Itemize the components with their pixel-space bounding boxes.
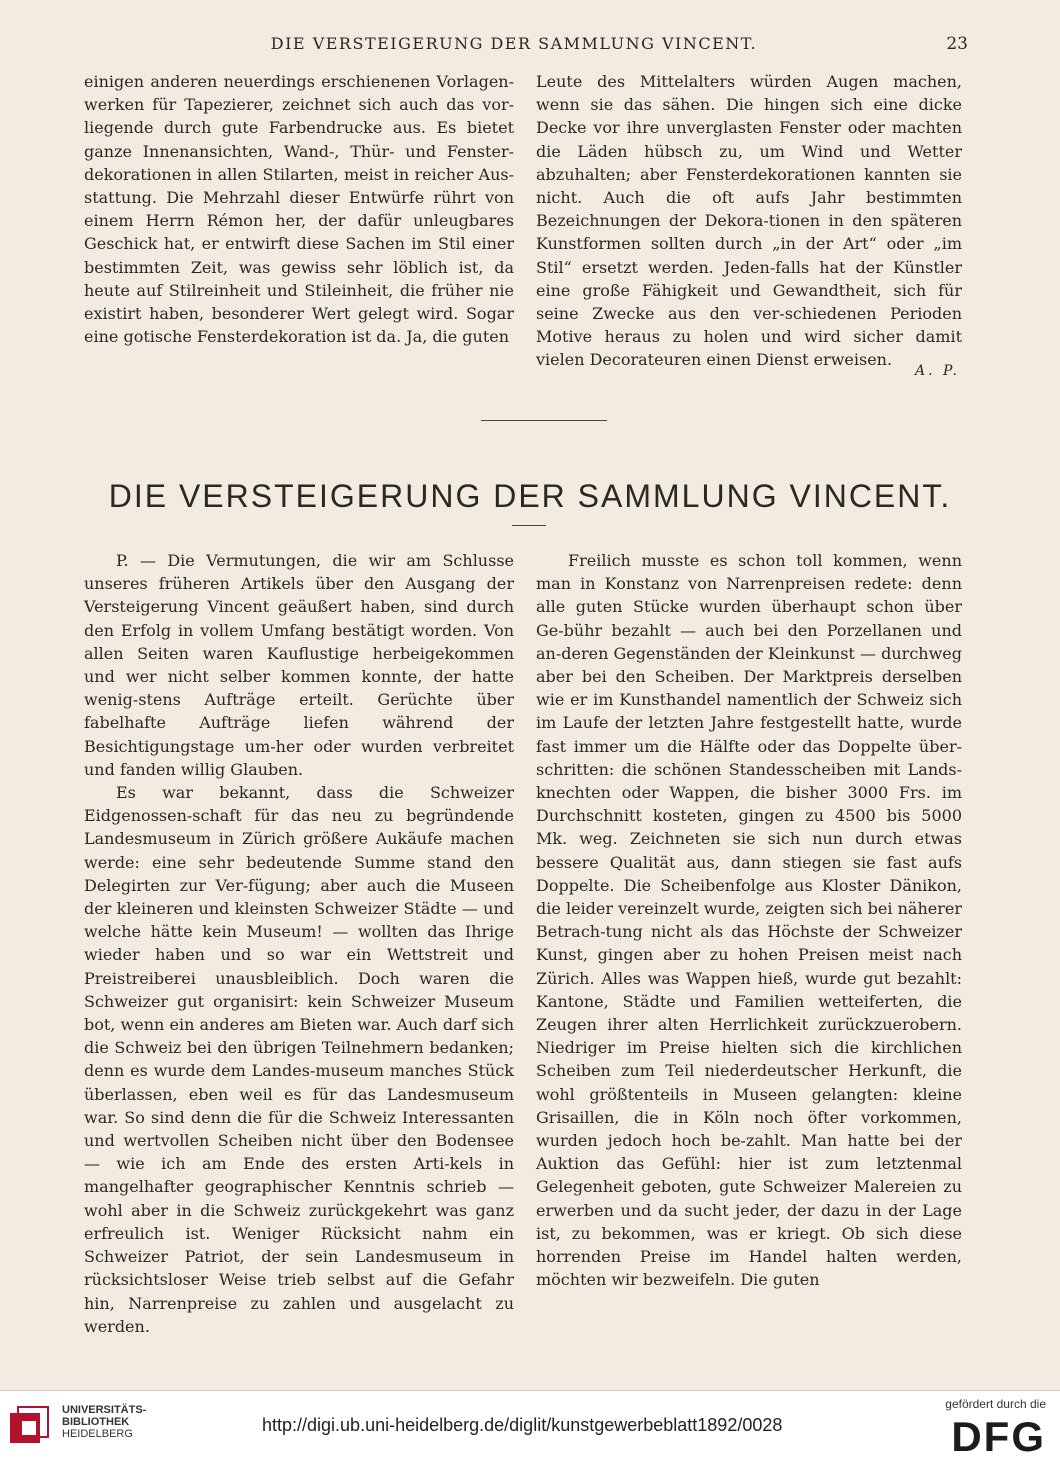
paragraph: einigen anderen neuerdings erschienenen Vorlagen-werken für Tapezierer, zeichnet sich auch das vor-liegende durch gute Farbendrucke aus. Es bietet ganze Innenansichten, Wand-, Thür- und Fenster-dekorationen in allen Stilarten, meist in reicher Aus-stattung. Die Mehrzahl dieser Entwürfe rührt von einem Herrn Rémon her, der dafür unleugbares Geschick hat, er entwirft diese Sachen im Stil einer bestimmten Zeit, was gewiss sehr löblich ist, da heute auf Stilreinheit und Stileinheit, die früher nie existirt haben, besonderer Wert gelegt wird. Sogar eine gotische Fensterdekoration ist da. Ja, die guten bbox=[84, 72, 514, 347]
column-main-right bbox=[536, 549, 962, 1292]
running-head bbox=[60, 34, 968, 60]
column-main-left bbox=[84, 549, 514, 1338]
library-logo-icon bbox=[8, 1405, 52, 1449]
digitization-footer bbox=[0, 1390, 1060, 1462]
sponsor-caption: gefördert durch die bbox=[945, 1397, 1046, 1411]
column-top-left bbox=[84, 70, 514, 348]
paragraph: Es war bekannt, dass die Schweizer Eidgenossen-schaft für das neu zu begründende Landesmuseum in Zürich größere Aukäufe machen werde: eine sehr bedeutende Summe stand den Delegirten zur Ver-fügung; aber auch die Museen der kleineren und kleinsten Schweizer Städte — und welche hätte kein Museum! — wollten das Ihrige wieder haben und so war ein Wettstreit und Preistreiberei unausbleiblich. Doch waren die Schweizer gut organisirt: kein Schweizer Museum bot, wenn ein anderes am Bieten war. Auch darf sich die Schweiz bei den übrigen Teilnehmern bedanken; denn es wurde dem Landes-museum manches Stück überlassen, eben weil es für das Landesmuseum war. So sind denn die für die Schweiz Interessanten und wertvollen Scheiben nicht über den Bodensee — wie ich am Ende des ersten Arti-kels in mangelhafter geographischer Kenntnis schrieb — wohl aber in die Schweiz zurückgekehrt was ganz erfreulich ist. Weniger Rücksicht nahm ein Schweizer Patriot, der sein Landesmuseum in rücksichtsloser Weise trieb selbst auf die Gefahr hin, Narrenpreise zu zahlen und ausgelacht zu werden. bbox=[84, 783, 514, 1336]
paragraph: P. — Die Vermutungen, die wir am Schlusse unseres früheren Artikels über den Ausgang der Versteigerung Vincent geäußert haben, sind durch den Erfolg in vollem Umfang bestätigt worden. Von allen Seiten waren Kauflustige herbeigekommen und wer nicht selber kommen konnte, der hatte wenig-stens Aufträge erteilt. Gerüchte über fabelhafte Aufträge liefen während der Besichtigungstage um-her oder wurden verbreitet und fanden willig Glauben. bbox=[84, 551, 514, 779]
author-signature: A. P. bbox=[914, 363, 960, 379]
page-number: 23 bbox=[946, 34, 968, 54]
title-rule bbox=[512, 525, 546, 526]
library-name-line: UNIVERSITÄTS- bbox=[62, 1404, 147, 1416]
column-top-right bbox=[536, 70, 962, 372]
article-title: DIE VERSTEIGERUNG DER SAMMLUNG VINCENT. bbox=[108, 478, 952, 514]
running-title: DIE VERSTEIGERUNG DER SAMMLUNG VINCENT. bbox=[270, 34, 758, 53]
permalink-url[interactable]: http://digi.ub.uni-heidelberg.de/diglit/kunstgewerbeblatt1892/0028 bbox=[262, 1415, 783, 1435]
paragraph: Freilich musste es schon toll kommen, wenn man in Konstanz von Narrenpreisen redete: denn alle guten Stücke wurden überhaupt schon über Ge-bühr bezahlt — auch bei den Porzellanen und an-deren Gegenständen der Kleinkunst — durchweg aber bei den Scheiben. Der Marktpreis derselben wie er im Kunsthandel namentlich der Schweiz sich im Laufe der letzten Jahre festgestellt hatte, wurde fast immer um die Hälfte oder das Doppelte über-schritten: die schönen Standesscheiben mit Lands-knechten oder Wappen, die bisher 3000 Frs. im Durchschnitt kosteten, gingen zu 4500 bis 5000 Mk. weg. Zeichneten sie sich nun durch etwas bessere Qualität aus, dann stiegen sie fast aufs Doppelte. Die Scheibenfolge aus Kloster Dänikon, die leider vereinzelt wurde, zeigten sich bei näherer Betrach-tung nicht als das Höchste der Schweizer Kunst, gingen aber zu hohen Preisen meist nach Zürich. Alles was Wappen hieß, wurde gut bezahlt: Kantone, Städte und Familien wetteiferten, die Zeugen ihrer alten Herrlichkeit zurückzuerobern. Niedriger im Preise hielten sich die kirchlichen Scheiben zum Teil niederdeutscher Herkunft, die wohl größtenteils in Museen gelangten: kleine Grisaillen, die in Köln noch öfter vorkommen, wurden jedoch hoch be-zahlt. Man hatte bei der Auktion das Gefühl: hier ist zum letztenmal Gelegenheit geboten, gute Schweizer Malereien zu erwerben und da sucht jeder, der dazu in der Lage ist, zu bekommen, was er kriegt. Ob sich diese horrenden Preise im Handel halten werden, möchten wir bezweifeln. Die guten bbox=[536, 551, 962, 1290]
library-name bbox=[62, 1404, 146, 1440]
library-name-line: HEIDELBERG bbox=[62, 1428, 133, 1440]
dfg-logo: DFG bbox=[951, 1413, 1046, 1460]
section-separator bbox=[481, 420, 607, 421]
paragraph: Leute des Mittelalters würden Augen machen, wenn sie das sähen. Die hingen sich eine dicke Decke vor ihre unverglasten Fenster oder machten die Läden hübsch zu, um Wind und Wetter abzuhalten; aber Fensterdekorationen kannten sie nicht. Auch die oft aufs Jahr bestimmten Bezeichnungen der Dekora-tionen in den späteren Kunstformen sollten durch „in der Art“ oder „im Stil“ ersetzt werden. Jeden-falls hat der Künstler eine große Fähigkeit und Gewandtheit, sich für seine Zwecke aus den ver-schiedenen Perioden Motive heraus zu holen und wird sicher damit vielen Decorateuren einen Dienst erweisen. bbox=[536, 72, 962, 370]
library-name-line: BIBLIOTHEK bbox=[62, 1416, 130, 1428]
